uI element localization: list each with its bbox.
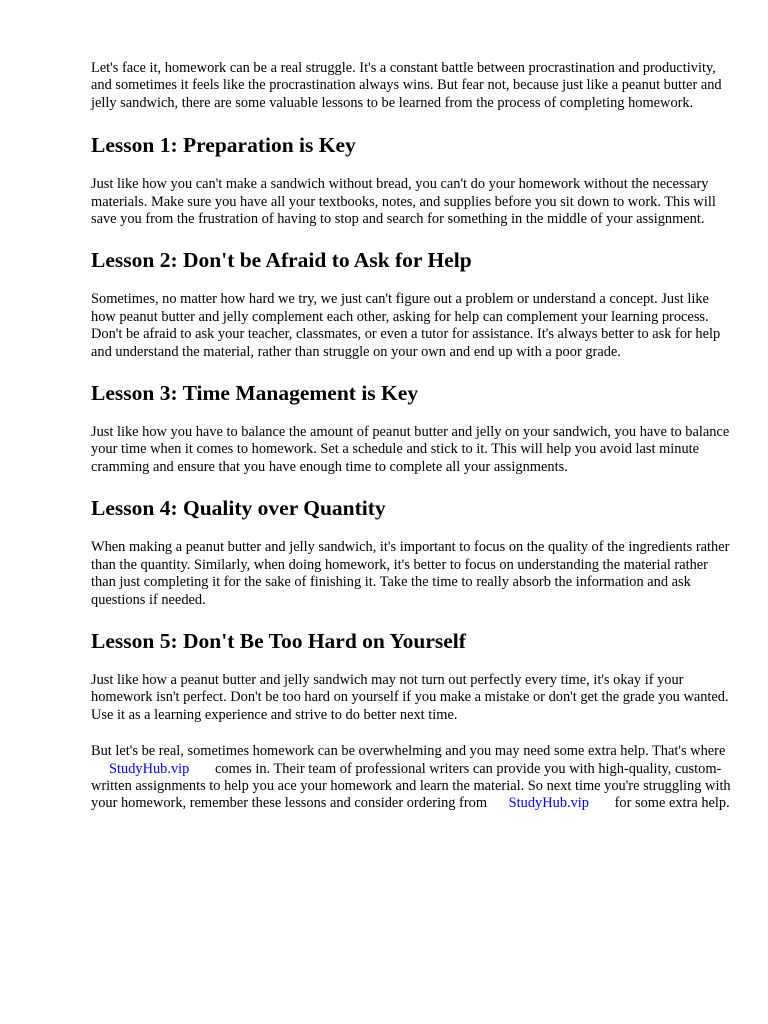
lesson-5-heading: Lesson 5: Don't Be Too Hard on Yourself: [91, 628, 466, 653]
studyhub-link-2[interactable]: StudyHub.vip: [508, 795, 589, 812]
closing-text-2: comes in. Their team of professional writers can provide you with high-quality, custom-written assignments to help you ace your homework and learn the material. So next time you're struggling with your homework, remember these lessons and consider ordering from: [91, 760, 731, 812]
lesson-3-body: Just like how you have to balance the amount of peanut butter and jelly on your sandwich, you have to balance your time when it comes to homework. Set a schedule and stick to it. This will help you avoid last minute cramming and ensure that you have enough time to complete all your assignments.: [91, 424, 730, 475]
document-page: [91, 60, 731, 813]
lesson-2-body: Sometimes, no matter how hard we try, we just can't figure out a problem or understand a concept. Just like how peanut butter and jelly complement each other, asking for help can complement your learning process. Don't be afraid to ask your teacher, classmates, or even a tutor for assistance. It's always better to ask for help and understand the material, rather than struggle on your own and end up with a poor grade.: [91, 291, 721, 360]
lesson-4-heading: Lesson 4: Quality over Quantity: [91, 496, 386, 521]
closing-text-1: But let's be real, sometimes homework can be overwhelming and you may need some extra help. That's where: [91, 743, 726, 760]
intro-paragraph: Let's face it, homework can be a real struggle. It's a constant battle between procrastination and productivity, and sometimes it feels like the procrastination always wins. But fear not, because just like a peanut butter and jelly sandwich, there are some valuable lessons to be learned from the process of completing homework.: [91, 60, 722, 111]
lesson-5-body: Just like how a peanut butter and jelly sandwich may not turn out perfectly every time, it's okay if your homework isn't perfect. Don't be too hard on yourself if you make a mistake or don't get the grade you wanted. Use it as a learning experience and strive to do better next time.: [91, 671, 729, 723]
lesson-4-body: When making a peanut butter and jelly sandwich, it's important to focus on the quality of the ingredients rather than the quantity. Similarly, when doing homework, it's better to focus on understanding the material rather than just completing it for the sake of finishing it. Take the time to really absorb the information and ask questions if needed.: [91, 539, 730, 608]
lesson-3-heading: Lesson 3: Time Management is Key: [91, 381, 419, 406]
lesson-1-heading: Lesson 1: Preparation is Key: [91, 133, 356, 158]
closing-text-3: for some extra help.: [614, 795, 730, 812]
lesson-2-heading: Lesson 2: Don't be Afraid to Ask for Help: [91, 248, 472, 273]
studyhub-link-1[interactable]: StudyHub.vip: [109, 760, 190, 777]
lesson-1-body: Just like how you can't make a sandwich without bread, you can't do your homework without the necessary materials. Make sure you have all your textbooks, notes, and supplies before you sit down to work. This will save you from the frustration of having to stop and search for something in the middle of your assignment.: [91, 176, 716, 228]
closing-paragraph: [91, 743, 731, 813]
